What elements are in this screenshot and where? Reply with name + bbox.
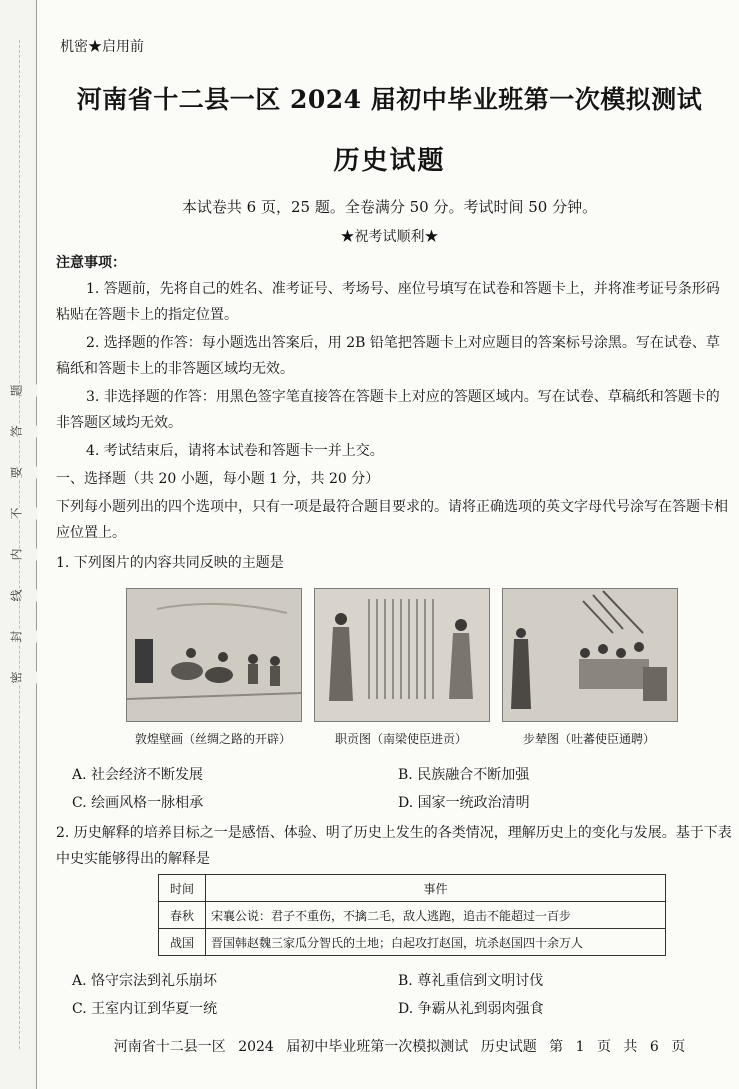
table-header-row [159, 875, 666, 902]
table-cell-time: 战国 [159, 929, 206, 956]
q1-option-c: C. 绘画风格一脉相承 [72, 795, 204, 811]
exam-title: 河南省十二县一区 2024 届初中毕业班第一次模拟测试 [76, 85, 703, 114]
image-caption-2: 职贡图（南梁使臣进贡） [334, 732, 467, 746]
history-events-table [158, 874, 666, 956]
image-caption-3: 步辇图（吐蕃使臣通聘） [522, 732, 655, 746]
table-row [159, 929, 666, 956]
table-cell-time: 春秋 [159, 902, 206, 929]
q1-option-a: A. 社会经济不断发展 [72, 767, 204, 783]
seal-char: 题 [0, 384, 37, 396]
table-header-event: 事件 [206, 875, 666, 902]
binding-margin-strip [0, 0, 37, 1089]
section-heading: 一、选择题（共 20 小题，每小题 1 分，共 20 分） [56, 471, 380, 487]
table-cell-event: 宋襄公说：君子不重伤，不擒二毛，敌人逃跑，追击不能超过一百步 [206, 902, 666, 929]
notice-item-4: 4. 考试结束后，请将本试卷和答题卡一并上交。 [86, 443, 384, 459]
seal-char: 不 [0, 507, 37, 519]
table-header-time: 时间 [159, 875, 206, 902]
q1-option-d: D. 国家一统政治清明 [398, 795, 530, 811]
question-1-images [118, 588, 688, 758]
image-caption-1: 敦煌壁画（丝绸之路的开辟） [134, 732, 291, 746]
secret-label: 机密★启用前 [60, 39, 144, 55]
notice-item-1: 1. 答题前，先将自己的姓名、准考证号、考场号、座位号填写在试卷和答题卡上，并将准考证号条形码粘贴在答题卡上的指定位置。 [56, 281, 720, 323]
good-luck-line: ★祝考试顺利★ [340, 229, 439, 245]
notice-item-3: 3. 非选择题的作答：用黑色签字笔直接答在答题卡上对应的答题区域内。写在试卷、草稿纸和答题卡的非答题区域均无效。 [56, 389, 720, 431]
notice-item-2: 2. 选择题的作答：每小题选出答案后，用 2B 铅笔把答题卡上对应题目的答案标号涂黑。写在试卷、草稿纸和答题卡上的非答题区域均无效。 [56, 335, 720, 377]
exam-info: 本试卷共 6 页，25 题。全卷满分 50 分。考试时间 50 分钟。 [181, 198, 598, 216]
dunhuang-mural-image [126, 588, 302, 722]
notice-heading: 注意事项： [56, 255, 126, 271]
seal-char: 要 [0, 466, 37, 478]
subject-title: 历史试题 [333, 146, 446, 176]
question-2-stem: 2. 历史解释的培养目标之一是感悟、体验、明了历史上发生的各类情况，理解历史上的变化与发展。基于下表中史实能够得出的解释是 [56, 825, 732, 867]
seal-line-warning [5, 370, 29, 698]
q2-option-a: A. 恪守宗法到礼乐崩坏 [72, 973, 218, 989]
q2-option-d: D. 争霸从礼到弱肉强食 [398, 1001, 544, 1017]
zhigong-tu-image [314, 588, 490, 722]
q2-option-b: B. 尊礼重信到文明讨伐 [398, 973, 544, 989]
table-cell-event: 晋国韩赵魏三家瓜分智氏的土地；白起攻打赵国，坑杀赵国四十余万人 [206, 929, 666, 956]
bunian-tu-image [502, 588, 678, 722]
seal-char: 封 [0, 630, 37, 642]
table-row [159, 902, 666, 929]
seal-char: 密 [0, 671, 37, 683]
section-instruction: 下列每小题列出的四个选项中，只有一项是最符合题目要求的。请将正确选项的英文字母代号涂写在答题卡相应位置上。 [56, 499, 728, 541]
q1-option-b: B. 民族融合不断加强 [398, 767, 530, 783]
page-footer: 河南省十二县一区 2024 届初中毕业班第一次模拟测试 历史试题 第 1 页 共 6 页 [113, 1039, 686, 1055]
question-1-stem: 1. 下列图片的内容共同反映的主题是 [56, 555, 284, 571]
seal-char: 内 [0, 548, 37, 560]
seal-char: 线 [0, 589, 37, 601]
q2-option-c: C. 王室内讧到华夏一统 [72, 1001, 218, 1017]
seal-char: 答 [0, 425, 37, 437]
